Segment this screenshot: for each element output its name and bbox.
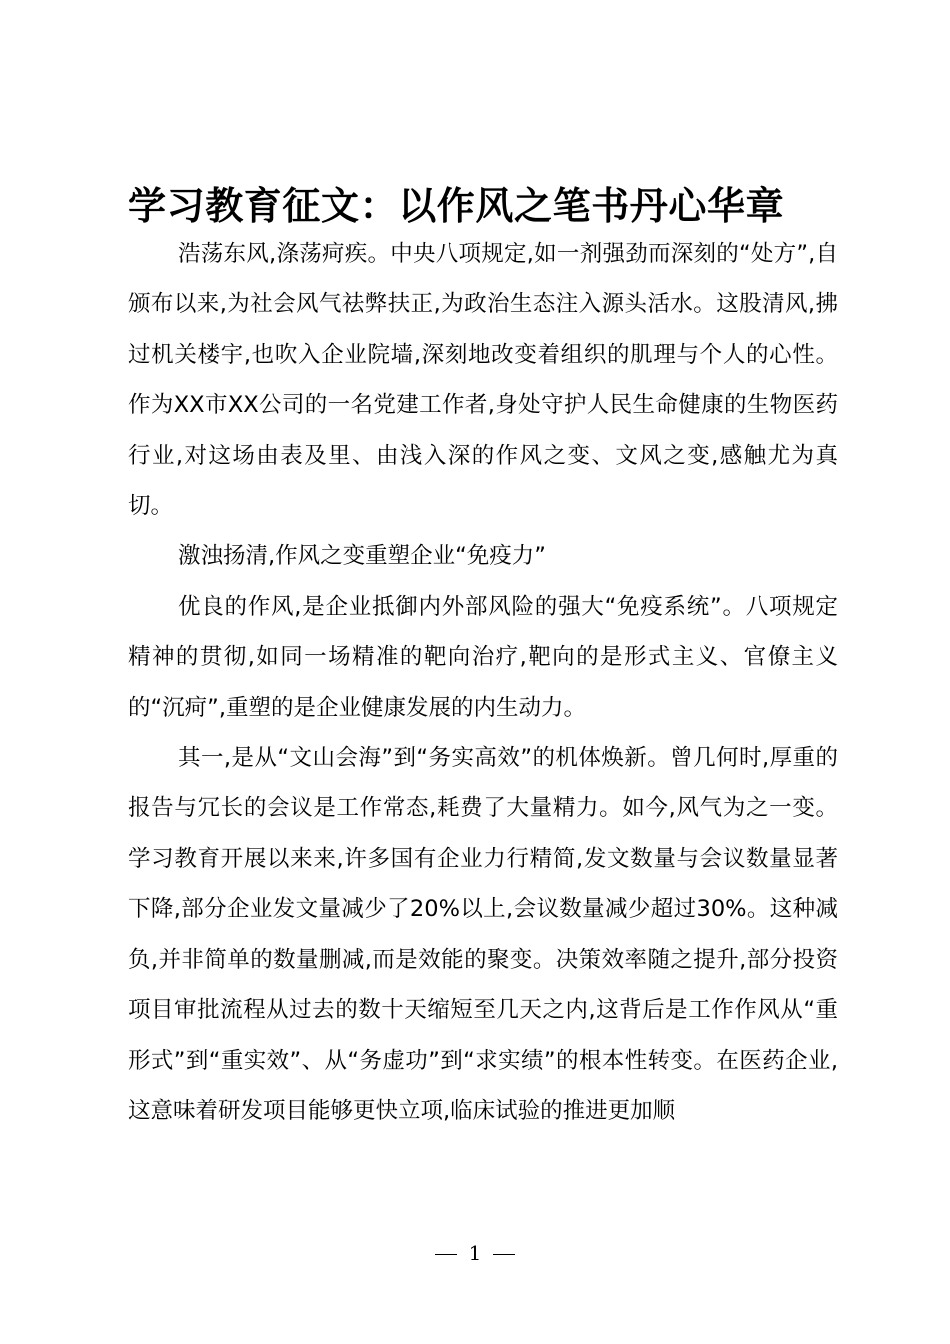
page-footer <box>0 1238 950 1268</box>
footer-left-dash <box>435 1254 457 1255</box>
document-title: 学习教育征文：以作风之笔书丹心华章 <box>128 183 785 228</box>
paragraph-immunity: 优良的作风,是企业抵御内外部风险的强大“免疫系统”。八项规定精神的贯彻,如同一场精准的靶向治疗,靶向的是形式主义、官僚主义的“沉疴”,重塑的是企业健康发展的内生动力。 <box>128 593 838 721</box>
paragraph-intro: 浩荡东风,涤荡疴疾。中央八项规定,如一剂强劲而深刻的“处方”,自颁布以来,为社会风气祛弊扶正,为政治生态注入源头活水。这股清风,拂过机关楼宇,也吹入企业院墙,深刻地改变着组织的肌理与个人的心性。作为XX市XX公司的一名党建工作者,身处守护人民生命健康的生物医药行业,对这场由表及里、由浅入深的作风之变、文风之变,感触尤为真切。 <box>128 241 838 520</box>
paragraph-first-point: 其一,是从“文山会海”到“务实高效”的机体焕新。曾几何时,厚重的报告与冗长的会议是工作常态,耗费了大量精力。如今,风气为之一变。学习教育开展以来来,许多国有企业力行精简,发文数量与会议数量显著下降,部分企业发文量减少了20%以上,会议数量减少超过30%。这种减负,并非简单的数量删减,而是效能的聚变。决策效率随之提升,部分投资项目审批流程从过去的数十天缩短至几天之内,这背后是工作作风从“重形式”到“重实效”、从“务虚功”到“求实绩”的根本性转变。在医药企业,这意味着研发项目能够更快立项,临床试验的推进更加顺 <box>128 745 838 1124</box>
page-number: 1 <box>468 1241 482 1265</box>
footer-right-dash <box>493 1254 515 1255</box>
section-heading: 激浊扬清,作风之变重塑企业“免疫力” <box>178 543 546 570</box>
document-body <box>128 229 838 1136</box>
